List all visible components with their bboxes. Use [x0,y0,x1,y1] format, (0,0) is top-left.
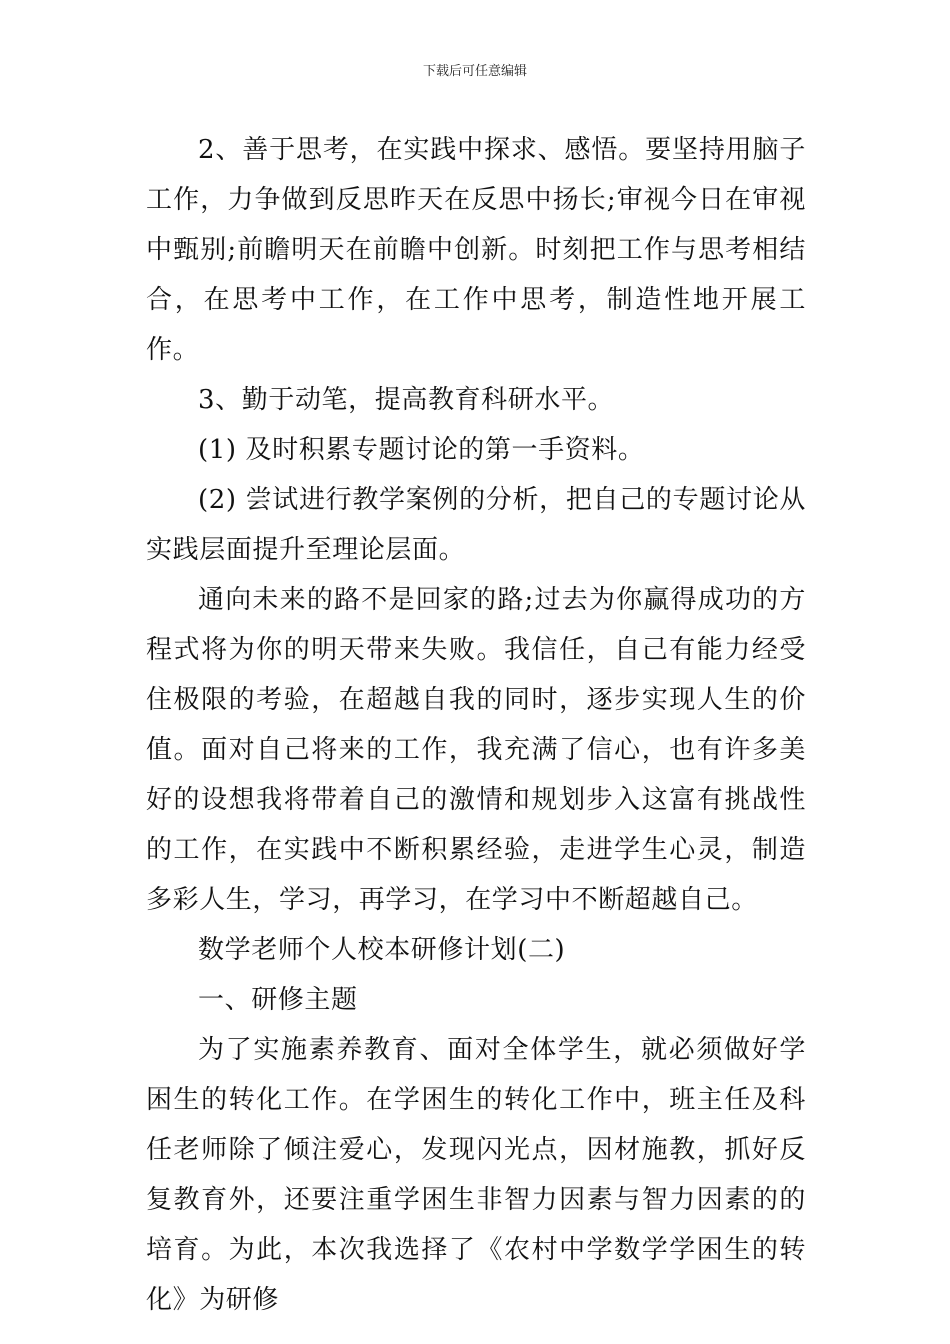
section-heading-research-theme: 一、研修主题 [198,985,358,1015]
paragraph-point-2: 2、善于思考，在实践中探求、感悟。要坚持用脑子工作，力争做到反思昨天在反思中扬长;审视今日在审视中甄别;前瞻明天在前瞻中创新。时刻把工作与思考相结合，在思考中工作，在工作中思考，制造性地开展工作。 [146,135,806,365]
section-title: 数学老师个人校本研修计划(二) [198,935,566,965]
paragraph-reflection: 通向未来的路不是回家的路;过去为你赢得成功的方程式将为你的明天带来失败。我信任，自己有能力经受住极限的考验，在超越自我的同时，逐步实现人生的价值。面对自己将来的工作，我充满了信心，也有许多美好的设想我将带着自己的激情和规划步入这富有挑战性的工作，在实践中不断积累经验，走进学生心灵，制造多彩人生，学习，再学习，在学习中不断超越自己。 [146,585,806,915]
paragraph-subpoint-2: (2) 尝试进行教学案例的分析，把自己的专题讨论从实践层面提升至理论层面。 [146,485,806,565]
document-body [146,125,806,1325]
paragraph-subpoint-1: (1) 及时积累专题讨论的第一手资料。 [198,435,645,465]
paragraph-research-theme: 为了实施素养教育、面对全体学生，就必须做好学困生的转化工作。在学困生的转化工作中，班主任及科任老师除了倾注爱心，发现闪光点，因材施教，抓好反复教育外，还要注重学困生非智力因素与智力因素的的培育。为此，本次我选择了《农村中学数学学困生的转化》为研修 [146,1035,806,1315]
page-header: 下载后可任意编辑 [422,64,527,79]
paragraph-point-3: 3、勤于动笔，提高教育科研水平。 [198,385,615,415]
